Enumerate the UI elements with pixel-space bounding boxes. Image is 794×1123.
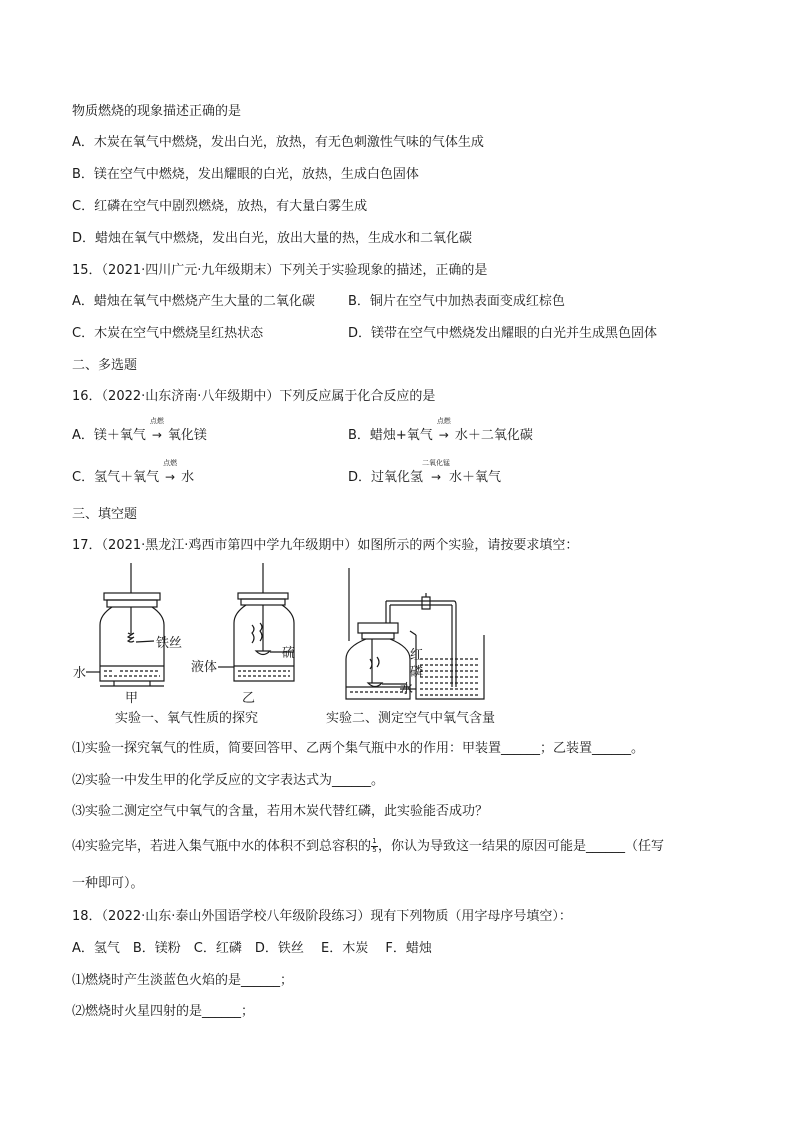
label-yi: 乙	[242, 691, 256, 706]
reactants: B．蜡烛+氧气	[348, 428, 433, 443]
q17-part-4	[72, 838, 664, 856]
reaction-condition: 点燃	[163, 459, 178, 467]
q18-part-2: ⑵燃烧时火星四射的是______；	[72, 1004, 255, 1019]
question-16-stem: 16．（2022·山东济南·八年级期中）下列反应属于化合反应的是	[72, 389, 436, 404]
label-liquid: 液体	[191, 660, 218, 675]
label-red-p-2: 磷	[410, 665, 424, 680]
products: 水＋氧气	[449, 470, 502, 485]
q15-option-a: A．蜡烛在氧气中燃烧产生大量的二氧化碳	[72, 294, 315, 309]
q16-option-d	[348, 459, 502, 487]
q18-options: A．氢气 B．镁粉 C．红磷 D．铁丝 E．木炭 F．蜡烛	[72, 941, 432, 956]
q16-option-c	[72, 459, 195, 487]
fraction-one-fifth	[371, 838, 378, 856]
arrow-icon: →	[438, 428, 449, 442]
q16-option-b	[348, 417, 533, 445]
jar-yi	[218, 563, 294, 681]
reaction-arrow	[159, 459, 181, 487]
part-4-text: ⑷实验完毕，若进入集气瓶中水的体积不到总容积的	[72, 839, 372, 854]
option-d: D．蜡烛在氧气中燃烧，发出白光，放出大量的热，生成水和二氧化碳	[72, 231, 473, 246]
option-a: A．木炭在氧气中燃烧，发出白光，放热，有无色刺激性气味的气体生成	[72, 135, 484, 150]
arrow-icon: →	[151, 428, 162, 442]
products: 水＋二氧化碳	[454, 428, 533, 443]
q17-part-4-wrap: 一种即可）。	[72, 876, 144, 891]
caption-exp1: 实验一、氧气性质的探究	[115, 711, 259, 726]
label-iron-wire: 铁丝	[156, 636, 183, 651]
question-stem: 物质燃烧的现象描述正确的是	[72, 104, 242, 119]
part-4-text-cont: ，你认为导致这一结果的原因可能是______（任写	[378, 839, 665, 854]
reactants: C．氢气＋氧气	[72, 470, 160, 485]
label-sulfur: 硫	[282, 646, 296, 661]
label-jia: 甲	[125, 691, 139, 706]
fraction-denominator: 5	[372, 846, 377, 854]
option-b: B．镁在空气中燃烧，发出耀眼的白光，放热，生成白色固体	[72, 167, 419, 182]
option-c: C．红磷在空气中剧烈燃烧，放热，有大量白雾生成	[72, 199, 368, 214]
reaction-condition: 点燃	[436, 417, 451, 425]
reaction-arrow	[422, 459, 451, 487]
q15-option-b: B．铜片在空气中加热表面变成红棕色	[348, 294, 565, 309]
reaction-condition: 点燃	[149, 417, 164, 425]
reactants: D．过氧化氢	[348, 470, 424, 485]
products: 水	[181, 470, 195, 485]
q15-option-d: D．镁带在空气中燃烧发出耀眼的白光并生成黑色固体	[348, 326, 658, 341]
q18-part-1: ⑴燃烧时产生淡蓝色火焰的是______；	[72, 973, 294, 988]
q17-part-3: ⑶实验二测定空气中氧气的含量，若用木炭代替红磷，此实验能否成功？	[72, 804, 489, 819]
apparatus-diagram	[70, 563, 540, 733]
q17-part-2: ⑵实验一中发生甲的化学反应的文字表达式为______。	[72, 773, 385, 788]
q15-option-c: C．木炭在空气中燃烧呈红热状态	[72, 326, 264, 341]
question-15-stem: 15．（2021·四川广元·九年级期末）下列关于实验现象的描述，正确的是	[72, 263, 488, 278]
question-18-stem: 18．（2022·山东·泰山外国语学校八年级阶段练习）现有下列物质（用字母序号填空）：	[72, 909, 572, 924]
q16-option-a	[72, 417, 207, 445]
q17-part-1: ⑴实验一探究氧气的性质，简要回答甲、乙两个集气瓶中水的作用：甲装置______；乙装置______。	[72, 741, 645, 756]
section-heading-fill: 三、填空题	[72, 507, 138, 522]
arrow-icon: →	[165, 470, 176, 484]
experiment-figure	[70, 563, 540, 733]
jar-jia	[86, 563, 164, 686]
label-water-jia: 水	[73, 666, 87, 681]
fraction-numerator: 1	[372, 837, 377, 845]
label-water-exp2: 水	[400, 682, 414, 697]
reactants: A．镁＋氧气	[72, 428, 146, 443]
section-heading-multi: 二、多选题	[72, 358, 138, 373]
reaction-arrow	[433, 417, 455, 445]
caption-exp2: 实验二、测定空气中氧气含量	[326, 711, 496, 726]
arrow-icon: →	[430, 470, 442, 484]
question-17-stem: 17．（2021·黑龙江·鸡西市第四中学九年级期中）如图所示的两个实验，请按要求填空：	[72, 538, 579, 553]
reaction-condition: 二氧化锰	[422, 459, 451, 467]
label-red-p-1: 红	[410, 648, 424, 663]
reaction-arrow	[146, 417, 168, 445]
products: 氧化镁	[167, 428, 207, 443]
